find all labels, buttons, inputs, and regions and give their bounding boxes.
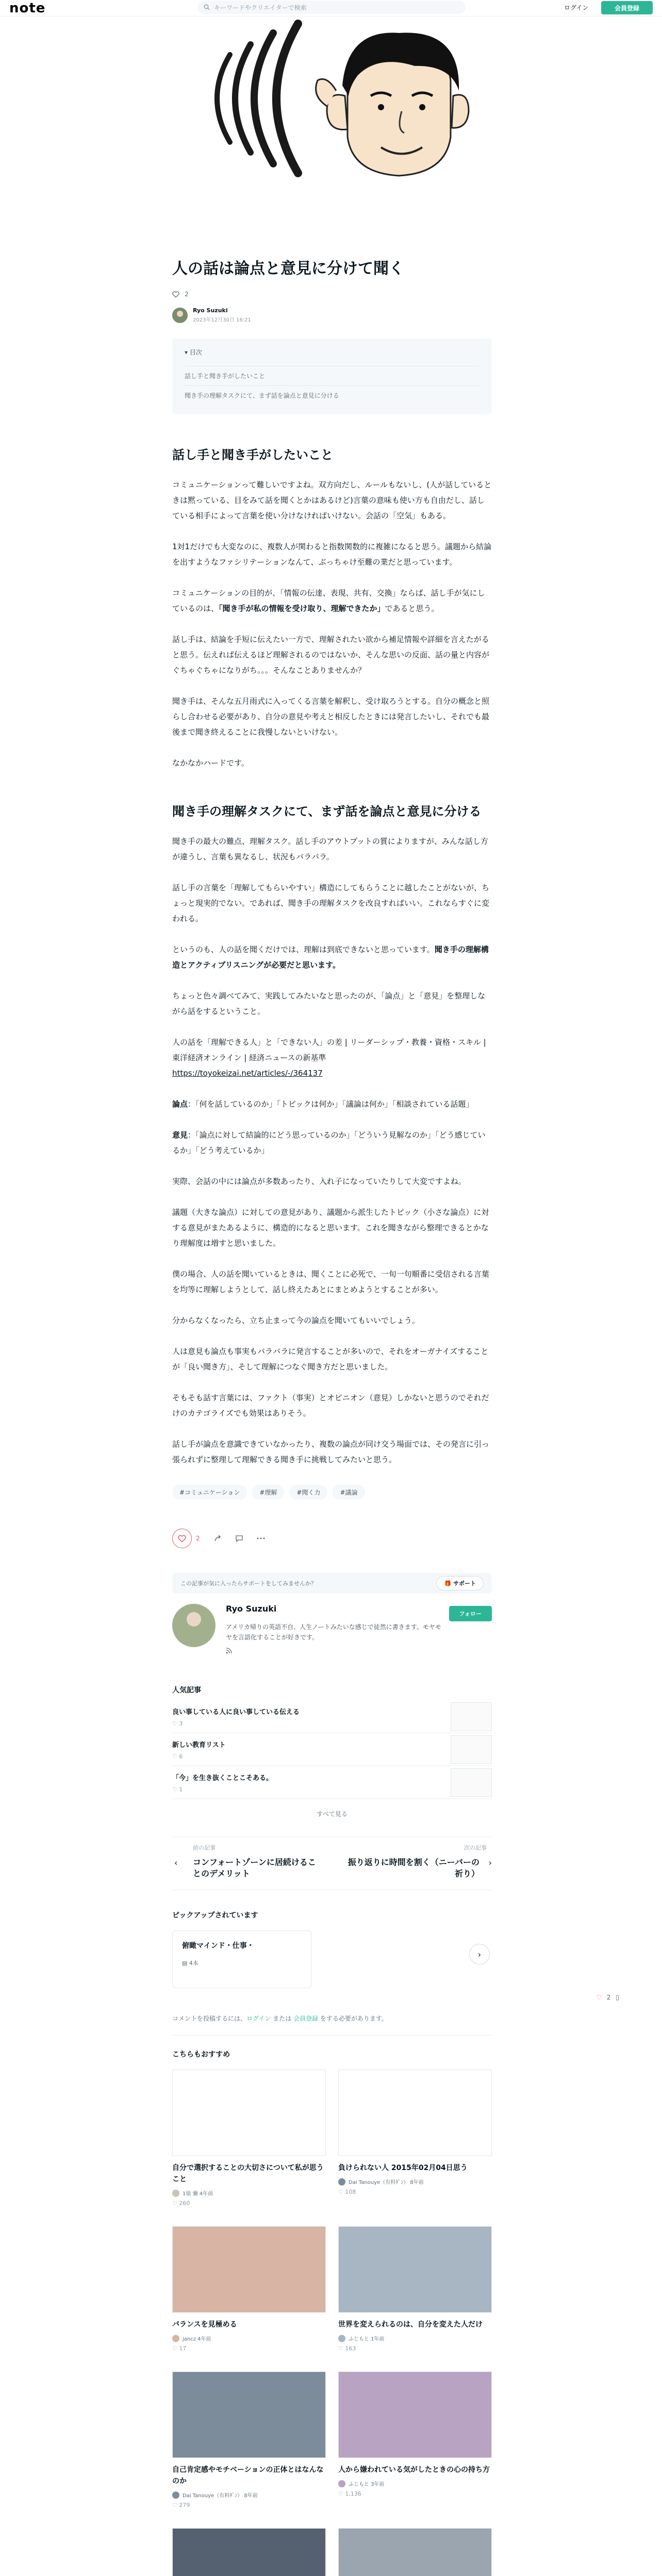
author-avatar[interactable] <box>172 2335 179 2342</box>
like-button[interactable] <box>172 1529 192 1548</box>
author-avatar[interactable] <box>172 2492 179 2499</box>
magazine-count: ▤ 4本 <box>182 1960 198 1967</box>
author-block[interactable] <box>172 307 492 323</box>
prev-title: コンフォートゾーンに居続けることのデメリット <box>193 1857 316 1878</box>
paragraph: 人の話を「理解できる人」と「できない人」の差 | リーダーシップ・教養・資格・スキル | 東洋経済オンライン | 経済ニュースの新基準 https://toyokeizai.net/articles/-/364137 <box>172 1038 486 1078</box>
support-box <box>172 1573 492 1594</box>
recommend-likes: ♡ 279 <box>172 2502 190 2509</box>
chevron-right-icon: › <box>477 1949 482 1959</box>
author-name[interactable]: Ryo Suzuki <box>193 307 228 314</box>
heart-icon[interactable]: ♡ <box>338 2345 345 2352</box>
heart-icon[interactable]: ♡ <box>172 2502 179 2509</box>
pickup-heading: ピックアップされています <box>172 1911 258 1920</box>
share-icon[interactable] <box>213 1534 222 1543</box>
recommend-likes: ♡ 17 <box>172 2345 187 2352</box>
support-button[interactable]: 🎁 サポート <box>436 1576 484 1590</box>
floating-actions <box>596 1994 619 2001</box>
hashtag[interactable]: #議論 <box>333 1485 365 1500</box>
author-avatar[interactable] <box>172 2190 179 2197</box>
paragraph: 人は意見も論点も事実もバラバラに発言することが多いので、それをオーガナイズすることが「良い聞き方」、そして理解につなぐ聞き方だと思いました。 <box>172 1347 489 1371</box>
comment-prompt: コメントを投稿するには、ログイン または 会員登録 をする必要があります。 <box>172 2014 492 2036</box>
prev-article-link[interactable] <box>172 1837 327 1890</box>
paragraph: 論点：「何を話しているのか」「トピックは何か」「議論は何か」「相談されている話題」 <box>172 1099 474 1109</box>
section-heading: 聞き手の理解タスクにて、まず話を論点と意見に分ける <box>172 804 482 819</box>
next-article-link[interactable] <box>337 1837 492 1890</box>
author-avatar[interactable] <box>338 2480 345 2487</box>
creator-avatar[interactable] <box>172 1604 216 1647</box>
signup-link[interactable]: 会員登録 <box>293 2015 319 2022</box>
recommend-card[interactable] <box>338 2528 492 2576</box>
related-heading: 人気記事 <box>172 1686 201 1694</box>
like-count: 2 <box>185 291 189 298</box>
next-label: 次の記事 <box>464 1844 487 1851</box>
related-title[interactable]: 「今」を生き抜くことこそある。 <box>172 1774 273 1782</box>
magazine-title[interactable]: 俯瞰マインド・仕事・ <box>182 1942 254 1950</box>
article-title: 人の話は論点と意見に分けて聞く <box>172 260 404 278</box>
external-link[interactable]: https://toyokeizai.net/articles/-/364137 <box>172 1069 323 1078</box>
author-name: jancz 4年前 <box>183 2336 211 2342</box>
creator-name[interactable]: Ryo Suzuki <box>226 1604 277 1614</box>
related-title[interactable]: 良い事している人に良い事している伝える <box>172 1708 300 1716</box>
paragraph: 話し手は、結論を手短に伝えたい一方で、理解されたい欲から補足情報や詳細を言えたがると思う。伝えれば伝えるほど理解されるのではないか、そんな思いの反面、話の量と内容がぐちゃぐちゃになりがち。。。そんなことありませんか？ <box>172 635 490 675</box>
global-header <box>0 0 662 16</box>
recommend-likes: ♡ 163 <box>338 2345 356 2352</box>
recommend-likes: ♡ 1,136 <box>338 2490 361 2497</box>
author-name: Dai Tanouye（有料ﾀﾞﾝ） 8年前 <box>349 2180 424 2185</box>
hero-illustration <box>172 19 492 225</box>
recommend-likes: ♡ 260 <box>172 2200 190 2207</box>
chevron-right-icon: › <box>488 1858 492 1868</box>
paragraph: 実際、会話の中には論点が多数あったり、入れ子になっていたりして大変ですよね。 <box>172 1177 466 1186</box>
carousel-next-button[interactable] <box>469 1944 490 1964</box>
recommend-title[interactable]: 自己肯定感やモチベーションの正体とはなんなのか <box>172 2466 324 2485</box>
related-likes: ♡ 1 <box>172 1786 183 1793</box>
recommend-title[interactable]: 人から嫌われている気がしたときの心の持ち方 <box>338 2466 490 2474</box>
like-count: 2 <box>606 1994 611 2001</box>
rss-icon[interactable] <box>226 1648 232 1654</box>
recommend-heading: こちらもおすすめ <box>172 2050 230 2059</box>
paragraph: 聞き手の最大の難点、理解タスク。話し手のアウトプットの質によりますが、みんな話し方が違うし、言葉も異なるし、状況もバラバラ。 <box>172 837 488 861</box>
paragraph: 1対1だけでも大変なのに、複数人が関わると指数関数的に複雑になると思う。議題から結論を出すようなファシリテーションなんて、ぶっちゃけ至難の業だと思っています。 <box>172 542 492 567</box>
recommend-thumbnail[interactable] <box>172 2371 326 2458</box>
related-thumbnail[interactable] <box>451 1768 492 1797</box>
related-title[interactable]: 新しい教育リスト <box>172 1741 226 1749</box>
recommend-author[interactable] <box>172 2189 326 2197</box>
toc-heading[interactable]: ▾ 目次 <box>185 349 202 356</box>
recommend-likes: ♡ 108 <box>338 2189 356 2195</box>
see-all-link[interactable]: すべて見る <box>317 1810 347 1818</box>
magazine-card[interactable] <box>172 1930 311 1988</box>
heart-icon[interactable]: ♡ <box>172 2200 179 2207</box>
section-heading: 話し手と聞き手がしたいこと <box>172 448 333 462</box>
recommend-title[interactable]: 自分で選択することの大切さについて私が思うこと <box>172 2164 324 2183</box>
recommend-card[interactable] <box>172 2070 326 2207</box>
related-likes: ♡ 3 <box>172 1720 183 1727</box>
heart-icon[interactable]: ♡ <box>338 2189 345 2195</box>
article-like-summary <box>172 291 492 298</box>
hashtag[interactable]: #コミュニケーション <box>172 1485 247 1500</box>
signup-button[interactable]: 会員登録 <box>601 1 653 14</box>
support-text: この記事が気に入ったらサポートをしてみませんか？ <box>180 1580 317 1587</box>
like-count: 2 <box>196 1535 200 1542</box>
follow-button[interactable]: フォロー <box>449 1606 492 1621</box>
related-likes: ♡ 6 <box>172 1753 183 1760</box>
toc-item[interactable]: 聞き手の理解タスクにて、まず話を論点と意見に分ける <box>185 385 479 405</box>
recommend-author[interactable] <box>172 2334 326 2342</box>
creator-profile <box>172 1604 492 1656</box>
paragraph: コミュニケーションの目的が、「情報の伝達、表現、共有、交換」ならば、話し手が気にしているのは、「聞き手が私の情報を受け取り、理解できたか」であると思う。 <box>172 588 485 613</box>
bookmark-icon[interactable]: ▯ <box>616 1994 620 2001</box>
next-title: 振り返りに時間を割く（ニーバーの祈り） <box>347 1857 479 1878</box>
listening-ear-illustration <box>172 19 492 225</box>
search-input[interactable] <box>197 1 466 14</box>
article-actions <box>172 1529 492 1548</box>
recommend-thumbnail[interactable] <box>172 2528 326 2576</box>
recommend-card[interactable] <box>338 2371 492 2509</box>
hashtag[interactable]: #聞く力 <box>289 1485 327 1500</box>
paragraph: そもそも話す言葉には、ファクト（事実）とオピニオン（意見）しかないと思うのでそれだけのカテゴライズでも効果はありそう。 <box>172 1393 489 1418</box>
login-link[interactable]: ログイン <box>564 4 589 11</box>
related-thumbnail[interactable] <box>451 1702 492 1731</box>
paragraph: 分からなくなったら、立ち止まって今の論点を聞いてもいいでしょう。 <box>172 1316 420 1325</box>
recommend-author[interactable] <box>338 2178 492 2185</box>
recommend-author[interactable] <box>338 2334 492 2342</box>
more-icon[interactable] <box>257 1537 265 1539</box>
author-name: Dai Tanouye（有料ﾀﾞﾝ） 8年前 <box>183 2493 258 2499</box>
article-main <box>172 19 492 2576</box>
table-of-contents <box>172 338 492 414</box>
author-name: ふじもと 3年前 <box>349 2482 385 2487</box>
paragraph: 聞き手は、そんな五月雨式に入ってくる言葉を解釈し、受け取ろうとする。自分の概念と照らし合わせる必要があり、自分の意見や考えと相反したときには発言したいし、それでも最後まで聞き終えることに我慢しないといけない。 <box>172 697 490 737</box>
search-icon <box>204 4 210 10</box>
heart-icon[interactable]: ♡ <box>338 2490 345 2497</box>
recommend-card[interactable] <box>338 2226 492 2352</box>
paragraph: 話し手が論点を意識できていなかったり、複数の論点が同け交う場面では、その発言に引っ張られずに整理して理解できる聞き手に挑戦してみたいと思う。 <box>172 1439 490 1464</box>
paragraph: 僕の場合、人の話を聞いているときは、聞くことに必死で、一旬一句順番に受信される言葉を均等に理解しようとして、話し終えたあとにまとめようとすることが多い。 <box>172 1269 489 1294</box>
paragraph: 話し手の言葉を「理解してもらいやすい」構造にしてもらうことに越したことがないが、ちょっと現実的でない。であれば、聞き手の理解タスクを改良すればいい。これならすぐに変われる。 <box>172 883 490 923</box>
recommend-thumbnail[interactable] <box>172 2070 326 2156</box>
creator-bio: アメリカ帰りの英語不自、人生ノートみたいな感じで徒然に書きます。モヤモヤを言語化することが好きです。 <box>226 1623 441 1641</box>
recommend-card[interactable] <box>338 2070 492 2207</box>
heart-icon[interactable]: ♡ <box>596 1994 602 2001</box>
paragraph: コミュニケーションって難しいですよね。双方向だし、ルールもないし、(人が話しているときは黙っている、目をみて話を聞くとかはあるけど)言葉の意味も使い方も自由だし、話している相手によって言葉を使い分けなければいけない。会話の「空気」もある。 <box>172 480 492 520</box>
paragraph: 意見：「論点に対して結論的にどう思っているのか」「どういう見解なのか」「どう感じているか」「どう考えているか」 <box>172 1130 486 1155</box>
recommend-thumbnail[interactable] <box>338 2371 492 2458</box>
related-thumbnail[interactable] <box>451 1735 492 1764</box>
recommend-title[interactable]: 世界を変えられるのは、自分を変えた人だけ <box>338 2320 483 2329</box>
author-avatar[interactable] <box>172 308 188 323</box>
recommend-card[interactable] <box>172 2528 326 2576</box>
author-avatar[interactable] <box>338 2178 345 2185</box>
recommend-card[interactable] <box>172 2371 326 2509</box>
recommend-title[interactable]: 負けられない人 2015年02月04日思う <box>338 2164 468 2172</box>
note-logo[interactable]: note <box>9 1 46 16</box>
recommend-title[interactable]: バランスを見極める <box>172 2320 237 2329</box>
paragraph: 議題（大きな論点）に対しての意見があり、議題から派生したトピック（小さな論点）に対する意見がまたあるように、構造的になると思います。これを聞きながら整理できるとかなり理解度は増すと思いました。 <box>172 1208 489 1248</box>
recommend-thumbnail[interactable] <box>338 2226 492 2313</box>
recommend-thumbnail[interactable] <box>338 2070 492 2156</box>
recommend-thumbnail[interactable] <box>338 2528 492 2576</box>
prev-label: 前の記事 <box>193 1844 216 1851</box>
author-name: 1億 彌 4年前 <box>183 2191 213 2197</box>
related-item[interactable] <box>172 1766 492 1799</box>
search-placeholder: キーワードやクリエイターで検索 <box>214 4 307 11</box>
recommend-thumbnail[interactable] <box>172 2226 326 2313</box>
login-link[interactable]: ログイン <box>246 2015 271 2022</box>
recommend-grid <box>172 2070 492 2576</box>
heart-icon[interactable] <box>172 291 179 298</box>
heart-icon <box>178 1535 186 1543</box>
chevron-left-icon: ‹ <box>174 1858 178 1868</box>
prev-next-nav <box>172 1837 492 1890</box>
publish-date: 2023年12月30日 16:21 <box>193 317 251 323</box>
author-name: ふじもと 1年前 <box>349 2336 385 2342</box>
related-item[interactable] <box>172 1700 492 1733</box>
recommend-author[interactable] <box>338 2480 492 2487</box>
recommend-author[interactable] <box>172 2491 326 2499</box>
author-avatar[interactable] <box>338 2335 345 2342</box>
comment-icon[interactable] <box>235 1534 243 1543</box>
paragraph: ちょっと色々調べてみて、実践してみたいなと思ったのが、「論点」と「意見」を整理しながら話をするということ。 <box>172 991 486 1016</box>
hashtag-list <box>172 1485 492 1500</box>
recommend-card[interactable] <box>172 2226 326 2352</box>
paragraph: というのも、人の話を聞くだけでは、理解は到底できないと思っています。聞き手の理解構造とアクティブリスニングが必要だと思います。 <box>172 945 489 970</box>
toc-item[interactable]: 話し手と聞き手がしたいこと <box>185 366 479 385</box>
heart-icon[interactable]: ♡ <box>172 2345 179 2352</box>
hashtag[interactable]: #理解 <box>252 1485 284 1500</box>
paragraph: なかなかハードです。 <box>172 758 249 768</box>
related-item[interactable] <box>172 1733 492 1766</box>
